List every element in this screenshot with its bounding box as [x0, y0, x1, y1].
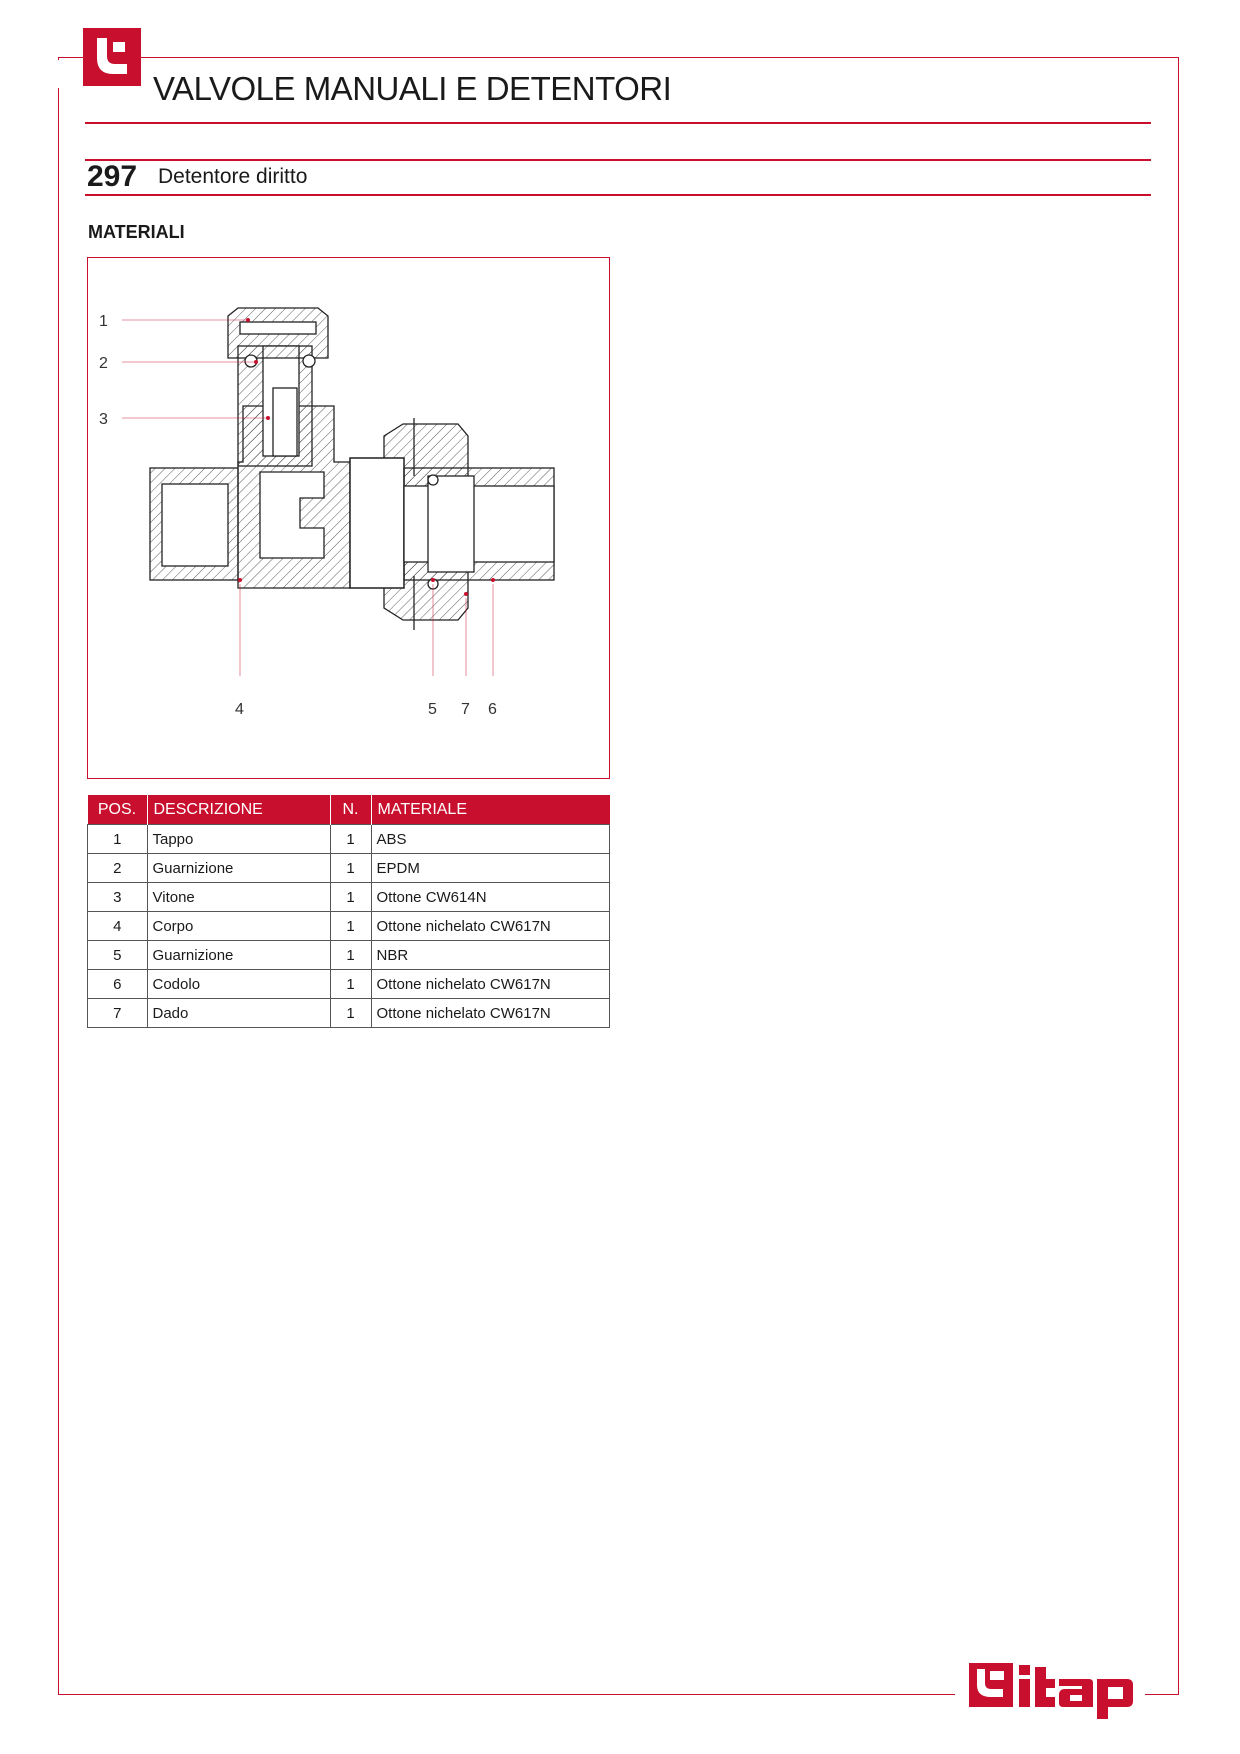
callout-7: 7: [461, 701, 470, 718]
cell-description: Guarnizione: [147, 941, 330, 970]
cell-pos: 2: [88, 854, 148, 883]
cell-qty: 1: [330, 970, 371, 999]
cell-qty: 1: [330, 912, 371, 941]
header-pos: POS.: [88, 795, 148, 825]
header-materiale: MATERIALE: [371, 795, 610, 825]
header-n: N.: [330, 795, 371, 825]
cell-pos: 6: [88, 970, 148, 999]
table-row: [88, 970, 610, 999]
cell-qty: 1: [330, 854, 371, 883]
cell-description: Corpo: [147, 912, 330, 941]
cell-description: Guarnizione: [147, 854, 330, 883]
callout-5: 5: [428, 701, 437, 718]
callout-2: 2: [99, 355, 108, 372]
cell-description: Codolo: [147, 970, 330, 999]
materials-table: [87, 795, 610, 1028]
cell-qty: 1: [330, 999, 371, 1028]
callout-6: 6: [488, 701, 497, 718]
product-code: 297: [87, 160, 138, 193]
callout-1: 1: [99, 313, 108, 330]
cell-material: Ottone nichelato CW617N: [371, 912, 610, 941]
table-row: [88, 912, 610, 941]
product-name: Detentore diritto: [158, 165, 308, 188]
cell-material: ABS: [371, 825, 610, 854]
callout-4: 4: [235, 701, 244, 718]
product-rule-bottom: [85, 194, 1151, 196]
cell-pos: 1: [88, 825, 148, 854]
itap-emblem-icon: [83, 28, 141, 86]
cell-qty: 1: [330, 941, 371, 970]
itap-logo: [967, 1657, 1137, 1728]
cell-material: EPDM: [371, 854, 610, 883]
technical-drawing: [87, 257, 610, 779]
table-row: [88, 999, 610, 1028]
cell-description: Vitone: [147, 883, 330, 912]
frame-gap: [56, 60, 61, 88]
cell-material: NBR: [371, 941, 610, 970]
cell-material: Ottone nichelato CW617N: [371, 970, 610, 999]
callout-3: 3: [99, 411, 108, 428]
cell-material: Ottone CW614N: [371, 883, 610, 912]
cell-pos: 3: [88, 883, 148, 912]
page-title: VALVOLE MANUALI E DETENTORI: [153, 70, 672, 107]
table-row: [88, 883, 610, 912]
cell-pos: 5: [88, 941, 148, 970]
table-row: [88, 825, 610, 854]
cell-qty: 1: [330, 825, 371, 854]
cell-pos: 7: [88, 999, 148, 1028]
table-row: [88, 941, 610, 970]
cell-qty: 1: [330, 883, 371, 912]
table-row: [88, 854, 610, 883]
cell-material: Ottone nichelato CW617N: [371, 999, 610, 1028]
cell-pos: 4: [88, 912, 148, 941]
cell-description: Dado: [147, 999, 330, 1028]
section-title: MATERIALI: [88, 222, 185, 242]
valve-section-drawing: [88, 258, 608, 777]
product-rule-top: [85, 159, 1151, 161]
cell-description: Tappo: [147, 825, 330, 854]
table-header-row: [88, 795, 610, 825]
header-descrizione: DESCRIZIONE: [147, 795, 330, 825]
title-rule: [85, 122, 1151, 124]
